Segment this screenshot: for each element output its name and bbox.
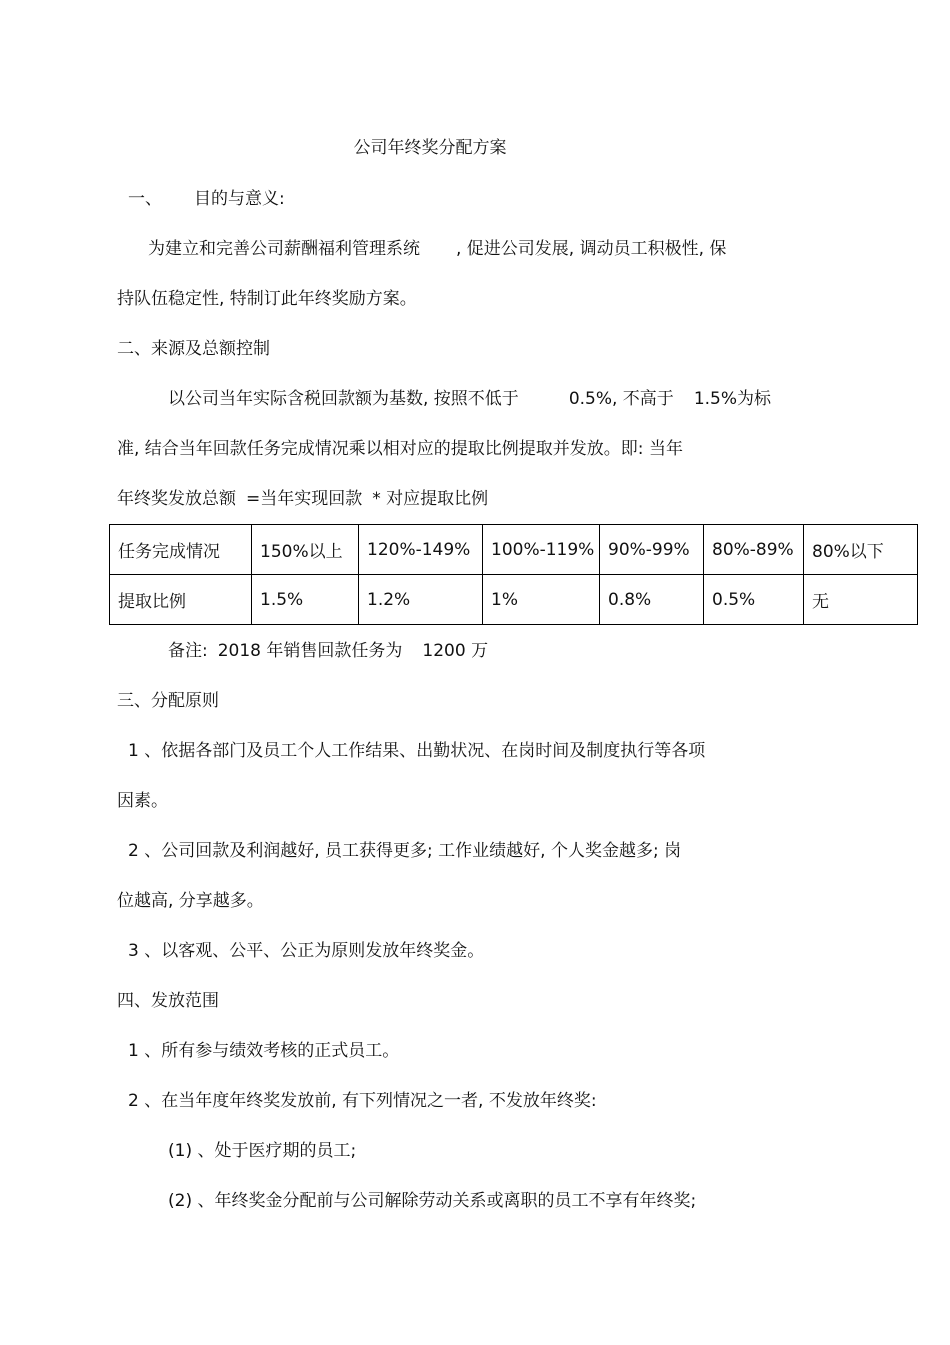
table-cell: 0.5%	[704, 575, 804, 625]
section-4-item-2: 2 、在当年度年终奖发放前, 有下列情况之一者, 不发放年终奖:	[128, 1091, 597, 1111]
table-cell: 无	[804, 575, 918, 625]
section-1-paragraph-line-1: 为建立和完善公司薪酬福利管理系统 , 促进公司发展, 调动员工积极性, 保	[148, 239, 727, 259]
table-cell: 150%以上	[252, 525, 359, 575]
table-cell: 1.2%	[359, 575, 483, 625]
table-cell: 80%-89%	[704, 525, 804, 575]
section-3-item-2-line-1: 2 、公司回款及利润越好, 员工获得更多; 工作业绩越好, 个人奖金越多; 岗	[128, 841, 682, 861]
table-cell: 1%	[483, 575, 600, 625]
table-cell: 100%-119%	[483, 525, 600, 575]
section-4-item-2-sub-1: (1) 、处于医疗期的员工;	[168, 1141, 357, 1161]
section-4-heading: 四、发放范围	[117, 991, 219, 1011]
table-cell: 1.5%	[252, 575, 359, 625]
table-header-cell: 提取比例	[110, 575, 252, 625]
section-3-item-1-line-2: 因素。	[117, 791, 168, 811]
bonus-rate-table	[109, 524, 918, 625]
section-3-item-1-line-1: 1 、依据各部门及员工个人工作结果、出勤状况、在岗时间及制度执行等各项	[128, 741, 706, 761]
section-3-item-2-line-2: 位越高, 分享越多。	[117, 891, 264, 911]
section-1-title: 目的与意义:	[194, 189, 285, 209]
table-cell: 80%以下	[804, 525, 918, 575]
section-2-paragraph-line-1: 以公司当年实际含税回款额为基数, 按照不低于 0.5%, 不高于 1.5%为标	[168, 389, 772, 409]
table-cell: 90%-99%	[600, 525, 704, 575]
section-1-number: 一、	[128, 189, 162, 209]
section-1-heading	[128, 188, 285, 210]
section-2-paragraph-line-2: 准, 结合当年回款任务完成情况乘以相对应的提取比例提取并发放。即: 当年	[117, 439, 683, 459]
section-2-heading: 二、来源及总额控制	[117, 339, 270, 359]
section-3-item-3: 3 、以客观、公平、公正为原则发放年终奖金。	[128, 941, 485, 961]
document-title: 公司年终奖分配方案	[353, 138, 507, 158]
section-1-paragraph-line-2: 持队伍稳定性, 特制订此年终奖励方案。	[117, 289, 417, 309]
section-3-heading: 三、分配原则	[117, 691, 219, 711]
bonus-formula: 年终奖发放总额 =当年实现回款 * 对应提取比例	[117, 489, 489, 509]
section-4-item-2-sub-2: (2) 、年终奖金分配前与公司解除劳动关系或离职的员工不享有年终奖;	[168, 1191, 697, 1211]
table-header-cell: 任务完成情况	[110, 525, 252, 575]
table-note: 备注: 2018 年销售回款任务为 1200 万	[168, 641, 489, 661]
table-row	[110, 575, 918, 625]
section-4-item-1: 1 、所有参与绩效考核的正式员工。	[128, 1041, 400, 1061]
table-cell: 0.8%	[600, 575, 704, 625]
table-row	[110, 525, 918, 575]
table-cell: 120%-149%	[359, 525, 483, 575]
